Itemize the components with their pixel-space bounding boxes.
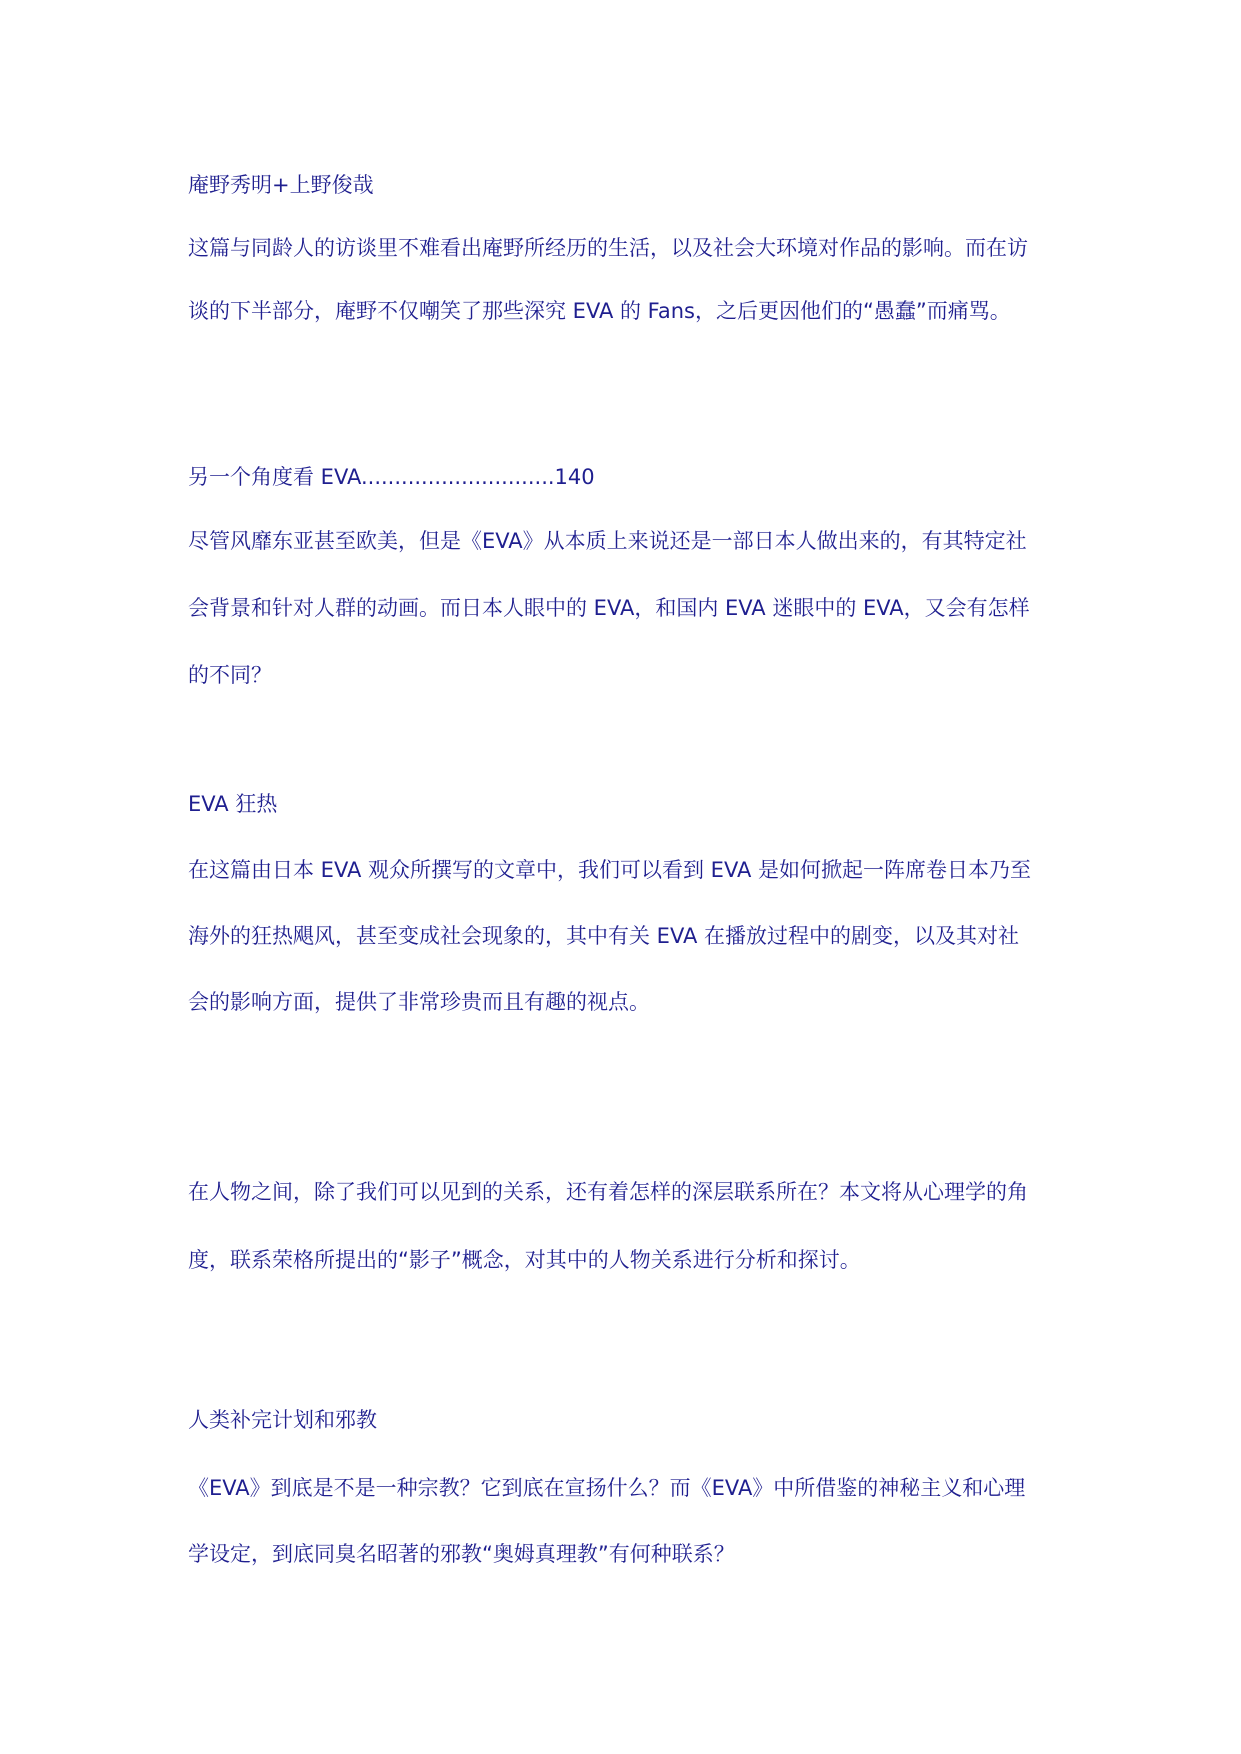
paragraph-line: 会的影响方面，提供了非常珍贵而且有趣的视点。	[188, 990, 650, 1014]
paragraph-line: 海外的狂热飓风，甚至变成社会现象的，其中有关 EVA 在播放过程中的剧变，以及其对社	[188, 924, 1020, 948]
section-heading: 另一个角度看 EVA.............................140	[188, 465, 595, 489]
paragraph-line: 这篇与同龄人的访谈里不难看出庵野所经历的生活，以及社会大环境对作品的影响。而在访	[188, 236, 1028, 260]
paragraph-line: 的不同？	[188, 663, 272, 687]
paragraph-line: 会背景和针对人群的动画。而日本人眼中的 EVA，和国内 EVA 迷眼中的 EVA，又会有怎样	[188, 596, 1030, 620]
paragraph-line: 度，联系荣格所提出的“影子”概念，对其中的人物关系进行分析和探讨。	[188, 1248, 861, 1272]
paragraph-line: 尽管风靡东亚甚至欧美，但是《EVA》从本质上来说还是一部日本人做出来的，有其特定社	[188, 529, 1027, 553]
paragraph-line: 学设定，到底同臭名昭著的邪教“奥姆真理教”有何种联系？	[188, 1542, 735, 1566]
paragraph-line: 在人物之间，除了我们可以见到的关系，还有着怎样的深层联系所在？本文将从心理学的角	[188, 1180, 1028, 1204]
section-heading: 人类补完计划和邪教	[188, 1408, 377, 1432]
section-heading: EVA 狂热	[188, 792, 278, 816]
paragraph-line: 谈的下半部分，庵野不仅嘲笑了那些深究 EVA 的 Fans，之后更因他们的“愚蠢”而痛骂。	[188, 299, 1011, 323]
paragraph-line: 《EVA》到底是不是一种宗教？它到底在宣扬什么？而《EVA》中所借鉴的神秘主义和心理	[188, 1476, 1026, 1500]
paragraph-line: 在这篇由日本 EVA 观众所撰写的文章中，我们可以看到 EVA 是如何掀起一阵席卷日本乃至	[188, 858, 1032, 882]
section-heading: 庵野秀明+上野俊哉	[188, 173, 374, 197]
